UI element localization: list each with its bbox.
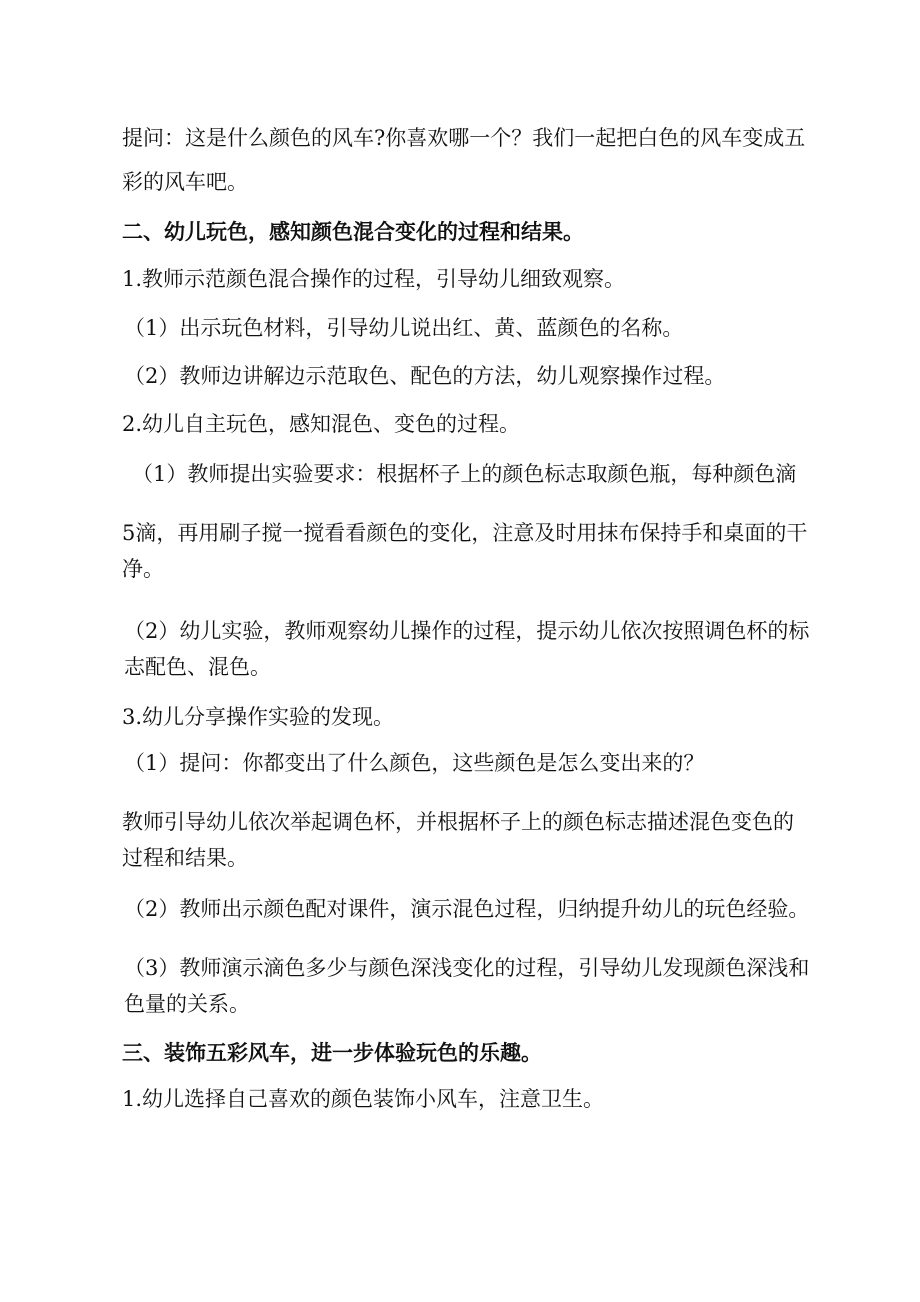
- paragraph-step-2-2: （2）幼儿实验，教师观察幼儿操作的过程，提示幼儿依次按照调色杯的标志配色、混色。: [124, 619, 810, 679]
- paragraph-step-1-2: （2）教师边讲解边示范取色、配色的方法，幼儿观察操作过程。: [124, 364, 726, 388]
- paragraph-step-2: 2.幼儿自主玩色，感知混色、变色的过程。: [122, 412, 521, 436]
- paragraph-step-2-1: （1）教师提出实验要求：根据杯子上的颜色标志取颜色瓶，每种颜色滴: [132, 462, 797, 486]
- paragraph-step-3-3: （3）教师演示滴色多少与颜色深浅变化的过程，引导幼儿发现颜色深浅和色量的关系。: [124, 956, 810, 1016]
- paragraph-step-2-1-cont: 5滴，再用刷子搅一搅看看颜色的变化，注意及时用抹布保持手和桌面的干净。: [122, 521, 808, 581]
- section-heading-2: 二、幼儿玩色，感知颜色混合变化的过程和结果。: [122, 219, 584, 244]
- paragraph-step-3: 3.幼儿分享操作实验的发现。: [122, 705, 395, 729]
- paragraph-step-3-1: （1）提问：你都变出了什么颜色，这些颜色是怎么变出来的？: [124, 751, 705, 775]
- paragraph-step-1-1: （1）出示玩色材料，引导幼儿说出红、黄、蓝颜色的名称。: [124, 316, 684, 340]
- paragraph-step-3-2: （2）教师出示颜色配对课件，演示混色过程，归纳提升幼儿的玩色经验。: [124, 897, 810, 921]
- section-heading-3: 三、装饰五彩风车，进一步体验玩色的乐趣。: [122, 1040, 542, 1065]
- paragraph-question-windmill: 提问：这是什么颜色的风车?你喜欢哪一个？我们一起把白色的风车变成五彩的风车吧。: [122, 126, 806, 194]
- paragraph-step-3-1-detail: 教师引导幼儿依次举起调色杯，并根据杯子上的颜色标志描述混色变色的过程和结果。: [122, 810, 794, 870]
- paragraph-step-3-decorate: 1.幼儿选择自己喜欢的颜色装饰小风车，注意卫生。: [122, 1087, 605, 1111]
- paragraph-step-1: 1.教师示范颜色混合操作的过程，引导幼儿细致观察。: [122, 267, 626, 291]
